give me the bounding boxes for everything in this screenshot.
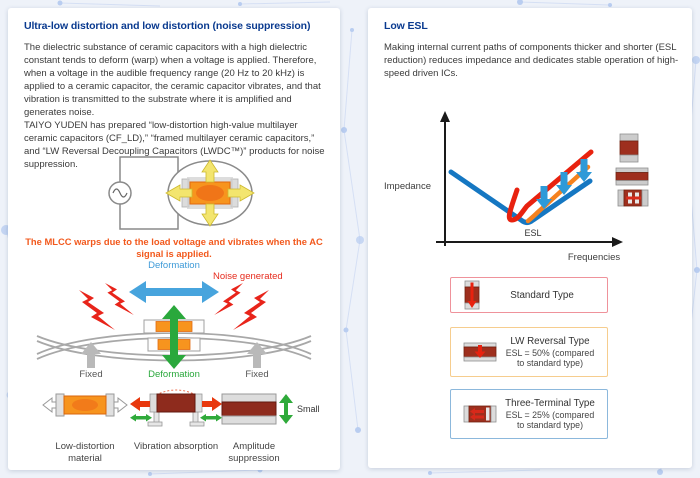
legend-title: LW Reversal Type — [510, 335, 590, 347]
warp-caption: The MLCC warps due to the load voltage and vibrates when the AC signal is applied. — [25, 236, 323, 259]
lightning-bolts-left-icon — [79, 283, 134, 330]
measure-label: Amplitude suppression — [228, 441, 280, 464]
amplitude-suppression-icon — [208, 386, 320, 432]
panel-distortion — [8, 8, 340, 470]
measure-label: Vibration absorption — [133, 441, 219, 452]
deformation-label-bottom: Deformation — [148, 369, 200, 378]
panel-title-distortion: Ultra-low distortion and low distortion (noise suppression) — [24, 20, 311, 32]
y-axis-arrow-icon — [440, 111, 450, 122]
mlcc-chip-icon — [190, 182, 230, 204]
three-terminal-chip-icon — [618, 190, 648, 206]
legend-title: Three-Terminal Type — [505, 397, 595, 409]
measure-amplitude-suppression — [208, 386, 320, 465]
small-label: Small — [297, 404, 320, 414]
vibration-diagram — [29, 278, 319, 378]
deformation-vertical-arrow-icon — [162, 305, 186, 369]
standard-capacitor-icon — [463, 280, 481, 310]
small-amplitude-arrow-icon — [279, 394, 293, 424]
x-axis-label: Frequencies — [567, 252, 621, 263]
deformation-label-top: Deformation — [148, 260, 200, 271]
distortion-paragraph-2: TAIYO YUDEN has prepared “low-distortion high-value multilayer ceramic capacitors (CF_LD),” “framed multilayer ceramic capacitors,” and “LW Reversal Decoupling Capacitors (LWDC™)” products for noise suppression. — [24, 120, 325, 170]
esl-min-label: ESL — [524, 228, 542, 238]
distortion-paragraph-1: The dielectric substance of ceramic capacitors with a high dielectric constant tends to deform (warp) when a voltage is applied. Therefore, when a voltage in the audible frequency range (20 Hz to 20 kHz) is applied to a ceramic capacitor, the ceramic capacitor vibrates, and that vibration is transmitted to the substrate where it is amplified and generates noise. — [24, 42, 321, 118]
measure-low-distortion — [40, 386, 130, 465]
lw-reversal-chip-icon — [616, 168, 648, 185]
legend-standard-type — [450, 277, 608, 313]
legend-three-terminal-type — [450, 389, 608, 439]
low-esl-paragraph: Making internal current paths of components thicker and shorter (ESL reduction) reduces impedance and dedicates stable operation of high-speed driven ICs. — [384, 42, 679, 79]
three-terminal-capacitor-icon — [463, 404, 497, 424]
legend-lw-reversal-type — [450, 327, 608, 377]
noise-generated-label: Noise generated — [213, 271, 283, 282]
lightning-bolts-right-icon — [214, 283, 269, 330]
x-axis-arrow-icon — [612, 237, 623, 247]
legend-subtitle: ESL = 50% (compared to standard type) — [505, 347, 595, 368]
deformation-horizontal-arrow-icon — [129, 281, 219, 303]
fixed-label-right: Fixed — [245, 369, 269, 378]
low-distortion-material-icon — [40, 386, 130, 432]
panel-low-esl — [368, 8, 692, 468]
y-axis-label: Impedance — [384, 181, 432, 192]
panel-title-low-esl: Low ESL — [384, 20, 428, 32]
standard-chip-icon — [620, 134, 638, 162]
lw-reversal-capacitor-icon — [463, 342, 497, 362]
impedance-frequency-chart — [376, 108, 676, 268]
low-esl-body-text — [384, 41, 679, 80]
measure-label: Low-distortion material — [55, 441, 115, 464]
legend-subtitle: ESL = 25% (compared to standard type) — [505, 409, 595, 430]
ac-circuit-diagram — [100, 148, 260, 238]
fixed-label-left: Fixed — [79, 369, 103, 378]
legend-title: Standard Type — [510, 289, 574, 301]
